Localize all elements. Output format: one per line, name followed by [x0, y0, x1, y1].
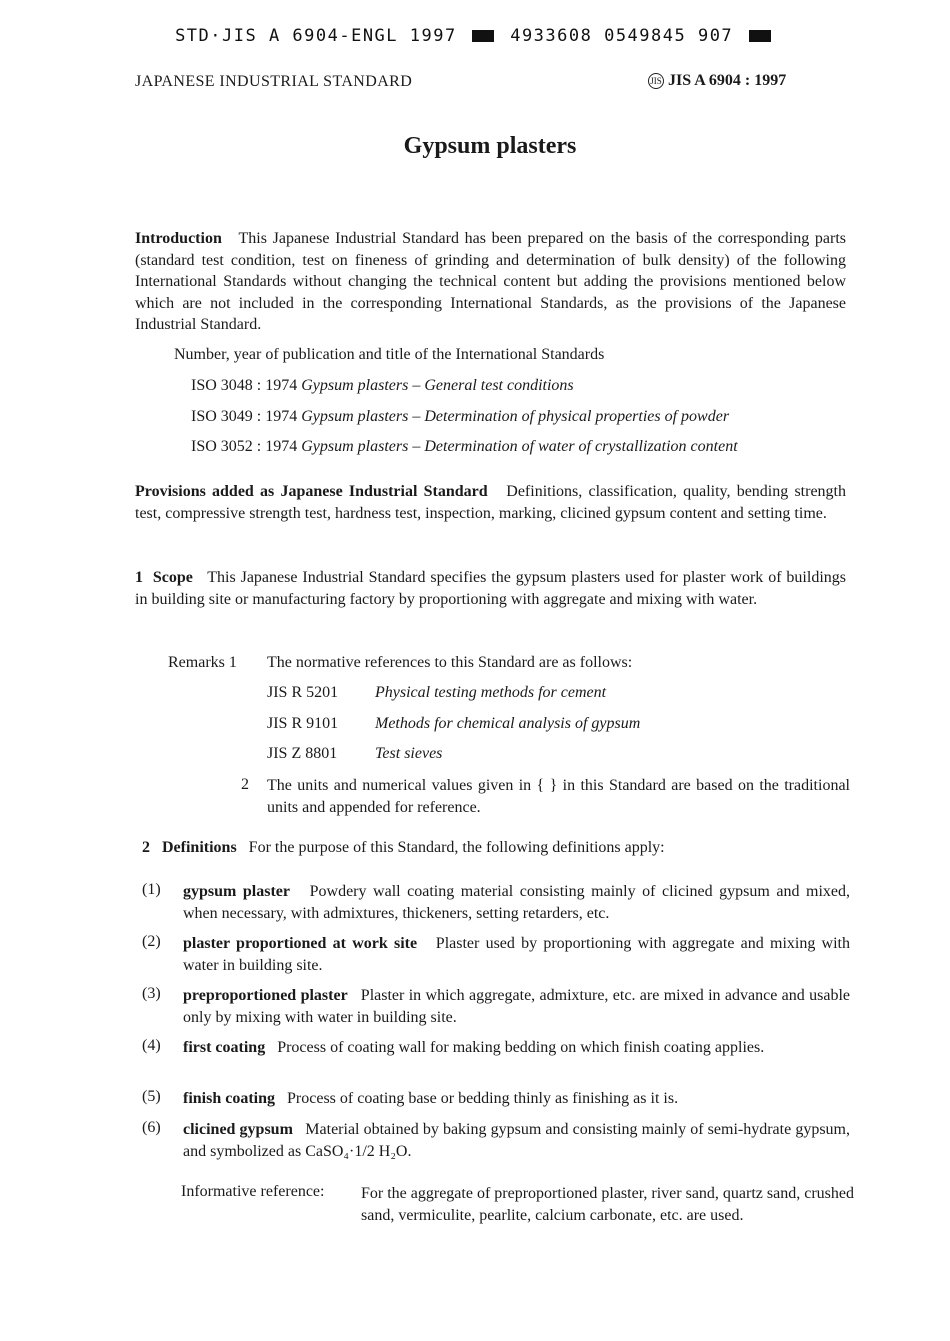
scope-number: 1: [135, 569, 143, 586]
remarks-label: [168, 654, 237, 672]
reference-item: [267, 745, 442, 763]
jis-mark-icon: JIS: [648, 73, 664, 89]
standard-code: ISO 3052 : 1974: [191, 438, 298, 455]
definition-term: clicined gypsum: [183, 1121, 293, 1138]
definition-item: [183, 881, 850, 924]
remarks-item-2-text: The units and numerical values given in { } in this Standard are based on the traditional units and appended for reference.: [267, 777, 850, 816]
standard-item: [191, 377, 574, 395]
definition-number: (3): [142, 985, 161, 1002]
remarks-item-number: 1: [228, 654, 237, 671]
definition-item: [183, 1088, 850, 1110]
document-code-line: [0, 26, 950, 46]
standard-title: Gypsum plasters – Determination of water of crystallization content: [301, 438, 738, 455]
definition-number: (1): [142, 881, 161, 898]
standard-code: ISO 3048 : 1974: [191, 377, 298, 394]
provisions-text: Definitions, classification, quality, bending strength test, compressive strength test, hardness test, inspection, marking, clicined gypsum content and setting time.: [135, 483, 847, 522]
definition-item: [183, 933, 850, 976]
document-code-part2: 4933608 0549845 907: [510, 26, 734, 46]
introduction-text: This Japanese Industrial Standard has been prepared on the basis of the corresponding parts (standard test condition, test on fineness of grinding and determination of bulk density) of the following International Standards without changing the technical content but adding the provisions mentioned below which are not included in the corresponding International Standards, as the provisions of the Japanese Industrial Standard.: [135, 230, 847, 334]
informative-reference-text: For the aggregate of preproportioned plaster, river sand, quartz sand, crushed sand, vermiculite, pearlite, calcium carbonate, etc. are used.: [361, 1185, 854, 1224]
standards-list-intro: Number, year of publication and title of the International Standards: [174, 346, 605, 363]
document-code-part1: STD·JIS A 6904-ENGL 1997: [175, 26, 457, 46]
definitions-number: 2: [142, 839, 150, 856]
remarks-label-text: Remarks: [168, 654, 225, 671]
standard-item: [191, 438, 738, 456]
reference-code: JIS Z 8801: [267, 745, 338, 762]
definition-text: Plaster used by proportioning with aggregate and mixing with water in building site.: [183, 935, 851, 974]
definition-term: finish coating: [183, 1090, 276, 1107]
black-bar-mark: [472, 30, 494, 42]
standard-item: [191, 408, 729, 426]
page-title: Gypsum plasters: [403, 133, 577, 159]
reference-title: Physical testing methods for cement: [375, 684, 607, 701]
standard-title: Gypsum plasters – General test conditions: [301, 377, 574, 394]
definition-term: plaster proportioned at work site: [183, 935, 418, 952]
reference-code: JIS R 9101: [267, 715, 339, 732]
definitions-heading-line: [142, 839, 665, 857]
provisions-paragraph: [135, 481, 846, 524]
definitions-intro: For the purpose of this Standard, the following definitions apply:: [248, 839, 665, 856]
definition-text: Material obtained by baking gypsum and consisting mainly of semi-hydrate gypsum, and symbolized as CaSO₄·1/2 H₂O.: [183, 1121, 850, 1160]
definition-item: [183, 1119, 850, 1162]
black-bar-mark: [749, 30, 771, 42]
definition-text: Powdery wall coating material consisting mainly of clicined gypsum and mixed, when necessary, with admixtures, thickeners, setting retarders, etc.: [183, 883, 851, 922]
provisions-heading: Provisions added as Japanese Industrial Standard: [135, 483, 488, 500]
definitions-heading: Definitions: [162, 839, 237, 856]
reference-item: [267, 715, 640, 733]
informative-reference-label: Informative reference:: [181, 1183, 325, 1200]
definition-number: (6): [142, 1119, 161, 1136]
definition-number: (2): [142, 933, 161, 950]
definition-term: gypsum plaster: [183, 883, 290, 900]
definition-item: [183, 985, 850, 1028]
definition-text: Process of coating base or bedding thinly as finishing as it is.: [287, 1090, 679, 1107]
standard-title: Gypsum plasters – Determination of physical properties of powder: [301, 408, 730, 425]
standard-code: ISO 3049 : 1974: [191, 408, 298, 425]
reference-item: [267, 684, 606, 702]
standard-org-header: JAPANESE INDUSTRIAL STANDARD: [135, 73, 413, 90]
standard-number: JIS A 6904 : 1997: [668, 72, 787, 89]
definition-term: preproportioned plaster: [183, 987, 348, 1004]
reference-title: Methods for chemical analysis of gypsum: [375, 715, 641, 732]
reference-code: JIS R 5201: [267, 684, 339, 701]
definition-item: [183, 1037, 850, 1059]
introduction-heading: Introduction: [135, 230, 222, 247]
definition-number: (5): [142, 1088, 161, 1105]
scope-text: This Japanese Industrial Standard specifies the gypsum plasters used for plaster work of buildings in building site or manufacturing factory by proportioning with aggregate and mixing with water.: [135, 569, 846, 608]
remarks-item-number: 2: [241, 776, 249, 793]
scope-paragraph: [135, 567, 846, 610]
definition-number: (4): [142, 1037, 161, 1054]
definition-text: Process of coating wall for making bedding on which finish coating applies.: [277, 1039, 765, 1056]
scope-heading: Scope: [152, 569, 193, 586]
reference-title: Test sieves: [375, 745, 443, 762]
definition-text: Plaster in which aggregate, admixture, etc. are mixed in advance and usable only by mixing with water in building site.: [183, 987, 851, 1026]
standard-number-header: [648, 72, 786, 90]
definition-term: first coating: [183, 1039, 266, 1056]
introduction-paragraph: [135, 228, 846, 336]
remarks-item-1-text: The normative references to this Standard are as follows:: [267, 654, 633, 671]
